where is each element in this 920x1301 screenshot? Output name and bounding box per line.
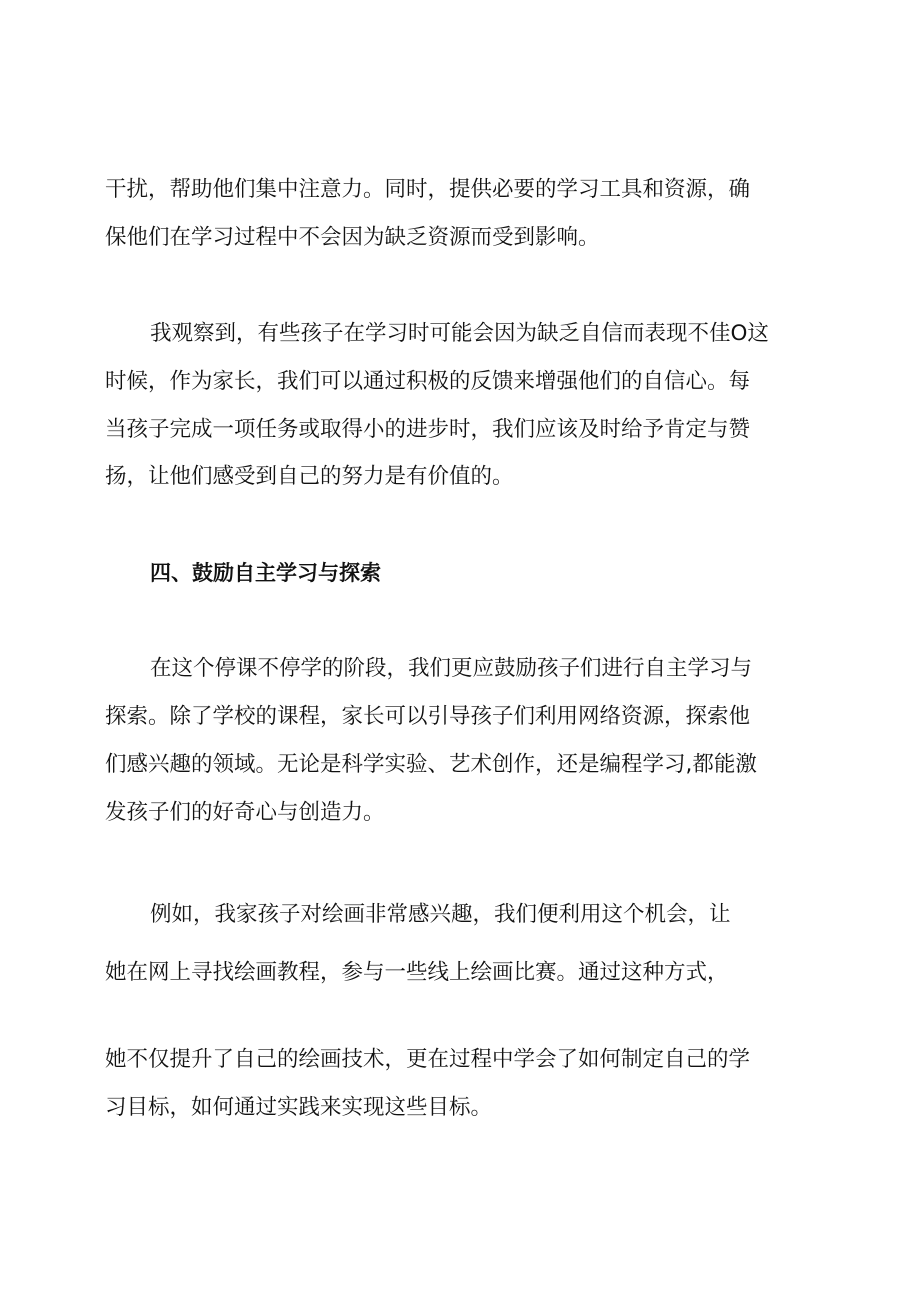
paragraph-4-line-2: 她在网上寻找绘画教程，参与一些线上绘画比赛。通过这种方式， [105,960,729,985]
section-heading: 四、鼓励自主学习与探索 [150,561,381,585]
paragraph-4-line-4: 习目标，如何通过实践来实现这些目标。 [105,1095,493,1120]
paragraph-2-line-2: 时候，作为家长，我们可以通过积极的反馈来增强他们的自信心。每 [105,369,751,394]
paragraph-3-line-1: 在这个停课不停学的阶段，我们更应鼓励孩子们进行自主学习与 [150,656,753,681]
paragraph-1-line-2: 保他们在学习过程中不会因为缺乏资源而受到影响。 [105,225,600,250]
paragraph-3-line-3: 们感兴趣的领域。无论是科学实验、艺术创作，还是编程学习,都能激 [105,752,757,777]
paragraph-2-line-3: 当孩子完成一项任务或取得小的进步时，我们应该及时给予肯定与赞 [105,417,751,442]
paragraph-4-line-3: 她不仅提升了自己的绘画技术，更在过程中学会了如何制定自己的学 [105,1047,751,1072]
paragraph-2-line-1: 我观察到，有些孩子在学习时可能会因为缺乏自信而表现不佳O这 [150,321,769,346]
paragraph-1-line-1: 干扰，帮助他们集中注意力。同时，提供必要的学习工具和资源，确 [105,177,751,202]
paragraph-3-line-2: 探索。除了学校的课程，家长可以引导孩子们利用网络资源，探索他 [105,704,751,729]
paragraph-4-line-1: 例如，我家孩子对绘画非常感兴趣，我们便利用这个机会，让 [150,902,731,927]
paragraph-3-line-4: 发孩子们的好奇心与创造力。 [105,800,385,825]
paragraph-2-line-4: 扬，让他们感受到自己的努力是有价值的。 [105,464,514,489]
